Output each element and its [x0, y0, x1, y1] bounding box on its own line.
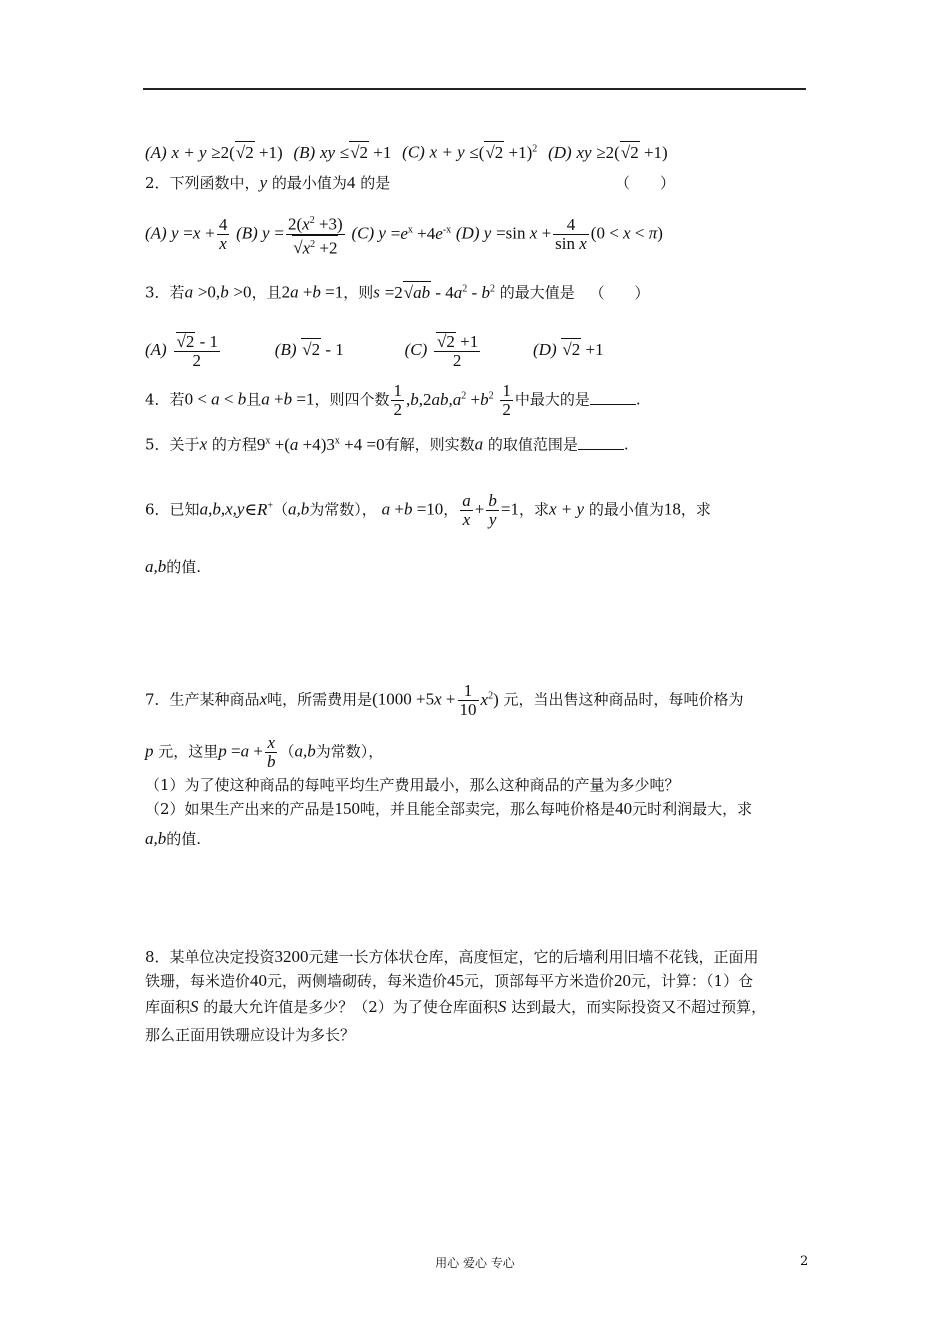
q1-options: (A) x + y ≥2(√ 2 +1) (B) xy ≤√ 2 +1 (C) x + y ≤(√ 2 +1)$^2$ (D) xy ≥2(√ 2 +1) [145, 138, 810, 164]
q2-options: (A) y =x + $\frac{4}{x}$ (B) y = $2(x^2 +3)$ √ $x^2 +2$ (C) $y =e^x +4e^{-x}$ (D) y =sin x + $\frac{4}{\text{sin x}}$ (0 < x < π) [145, 212, 810, 257]
answer-blank[interactable] [578, 435, 624, 450]
q7-sub1: （1）为了使这种商品的每吨平均生产费用最小，那么这种商品的产量为多少吨？ [145, 776, 680, 794]
footer-motto: 用心 爱心 专心 [435, 1256, 515, 1270]
question-6: 6．已知a,b,x,y∈R+（a,b为常数）， a +b =10， $\frac{a}{x}$ + $\frac{b}{y}$ =1，求x + y 的最小值为18，求 [145, 491, 711, 529]
question-8-line1: 8．某单位决定投资3200元建一长方体状仓库，高度恒定，它的后墙利用旧墙不花钱，正面用 [145, 947, 759, 966]
answer-bracket: （ ） [615, 174, 676, 192]
q7-sub2: （2）如果生产出来的产品是150吨，并且能全部卖完，那么每吨价格是40元时利润最大，求 [145, 799, 753, 818]
question-8-line3: 库面积S 的最大允许值是多少？（2）为了使仓库面积S 达到最大，而实际投资又不超过预算， [145, 997, 767, 1016]
answer-blank[interactable] [590, 390, 636, 405]
header-rule [143, 88, 806, 90]
q6-end: a,b的值. [145, 557, 202, 576]
question-5: 5．关于x 的方程$9^x +(a +4)3^x +4 =0$有解，则实数a 的取值范围是 . [145, 434, 629, 454]
question-8-line2: 铁珊，每米造价40元，两侧墙砌砖，每米造价45元，顶部每平方米造价20元，计算：（1）仓 [145, 971, 754, 990]
question-3: 3．若a >0,b >0，且2a +b =1，则s =2√ ab - $4a^2 - b^2$ 的最大值是 （ ） [145, 278, 810, 304]
question-4: 4．若0 < a < b且a +b =1，则四个数 $\frac{1}{2}$ $,b,2ab,a^2 +b^2$ $\frac{1}{2}$ 中最大的是 . [145, 381, 641, 419]
q7-line2: p 元，这里p =a + $\frac{x}{b}$ （a,b为常数）， [145, 733, 384, 771]
q3-options: (A) √ $\frac{2 - 1}{2}$ (B) √ 2 - 1 (C) √ $\frac{2 +1}{2}$ (D) √ 2 +1 [145, 332, 810, 370]
page-number: 2 [800, 1254, 809, 1269]
answer-bracket: （ ） [589, 283, 650, 302]
q7-end: a,b的值. [145, 829, 202, 848]
question-2: 2．下列函数中，y 的最小值为4 的是 （ ） [145, 173, 676, 192]
question-7: 7．生产某种商品x吨，所需费用是(1000 +5x + $\frac{1}{10}$ $x^2$) 元，当出售这种商品时，每吨价格为 [145, 681, 744, 719]
question-8-line4: 那么正面用铁珊应设计为多长？ [145, 1026, 356, 1044]
